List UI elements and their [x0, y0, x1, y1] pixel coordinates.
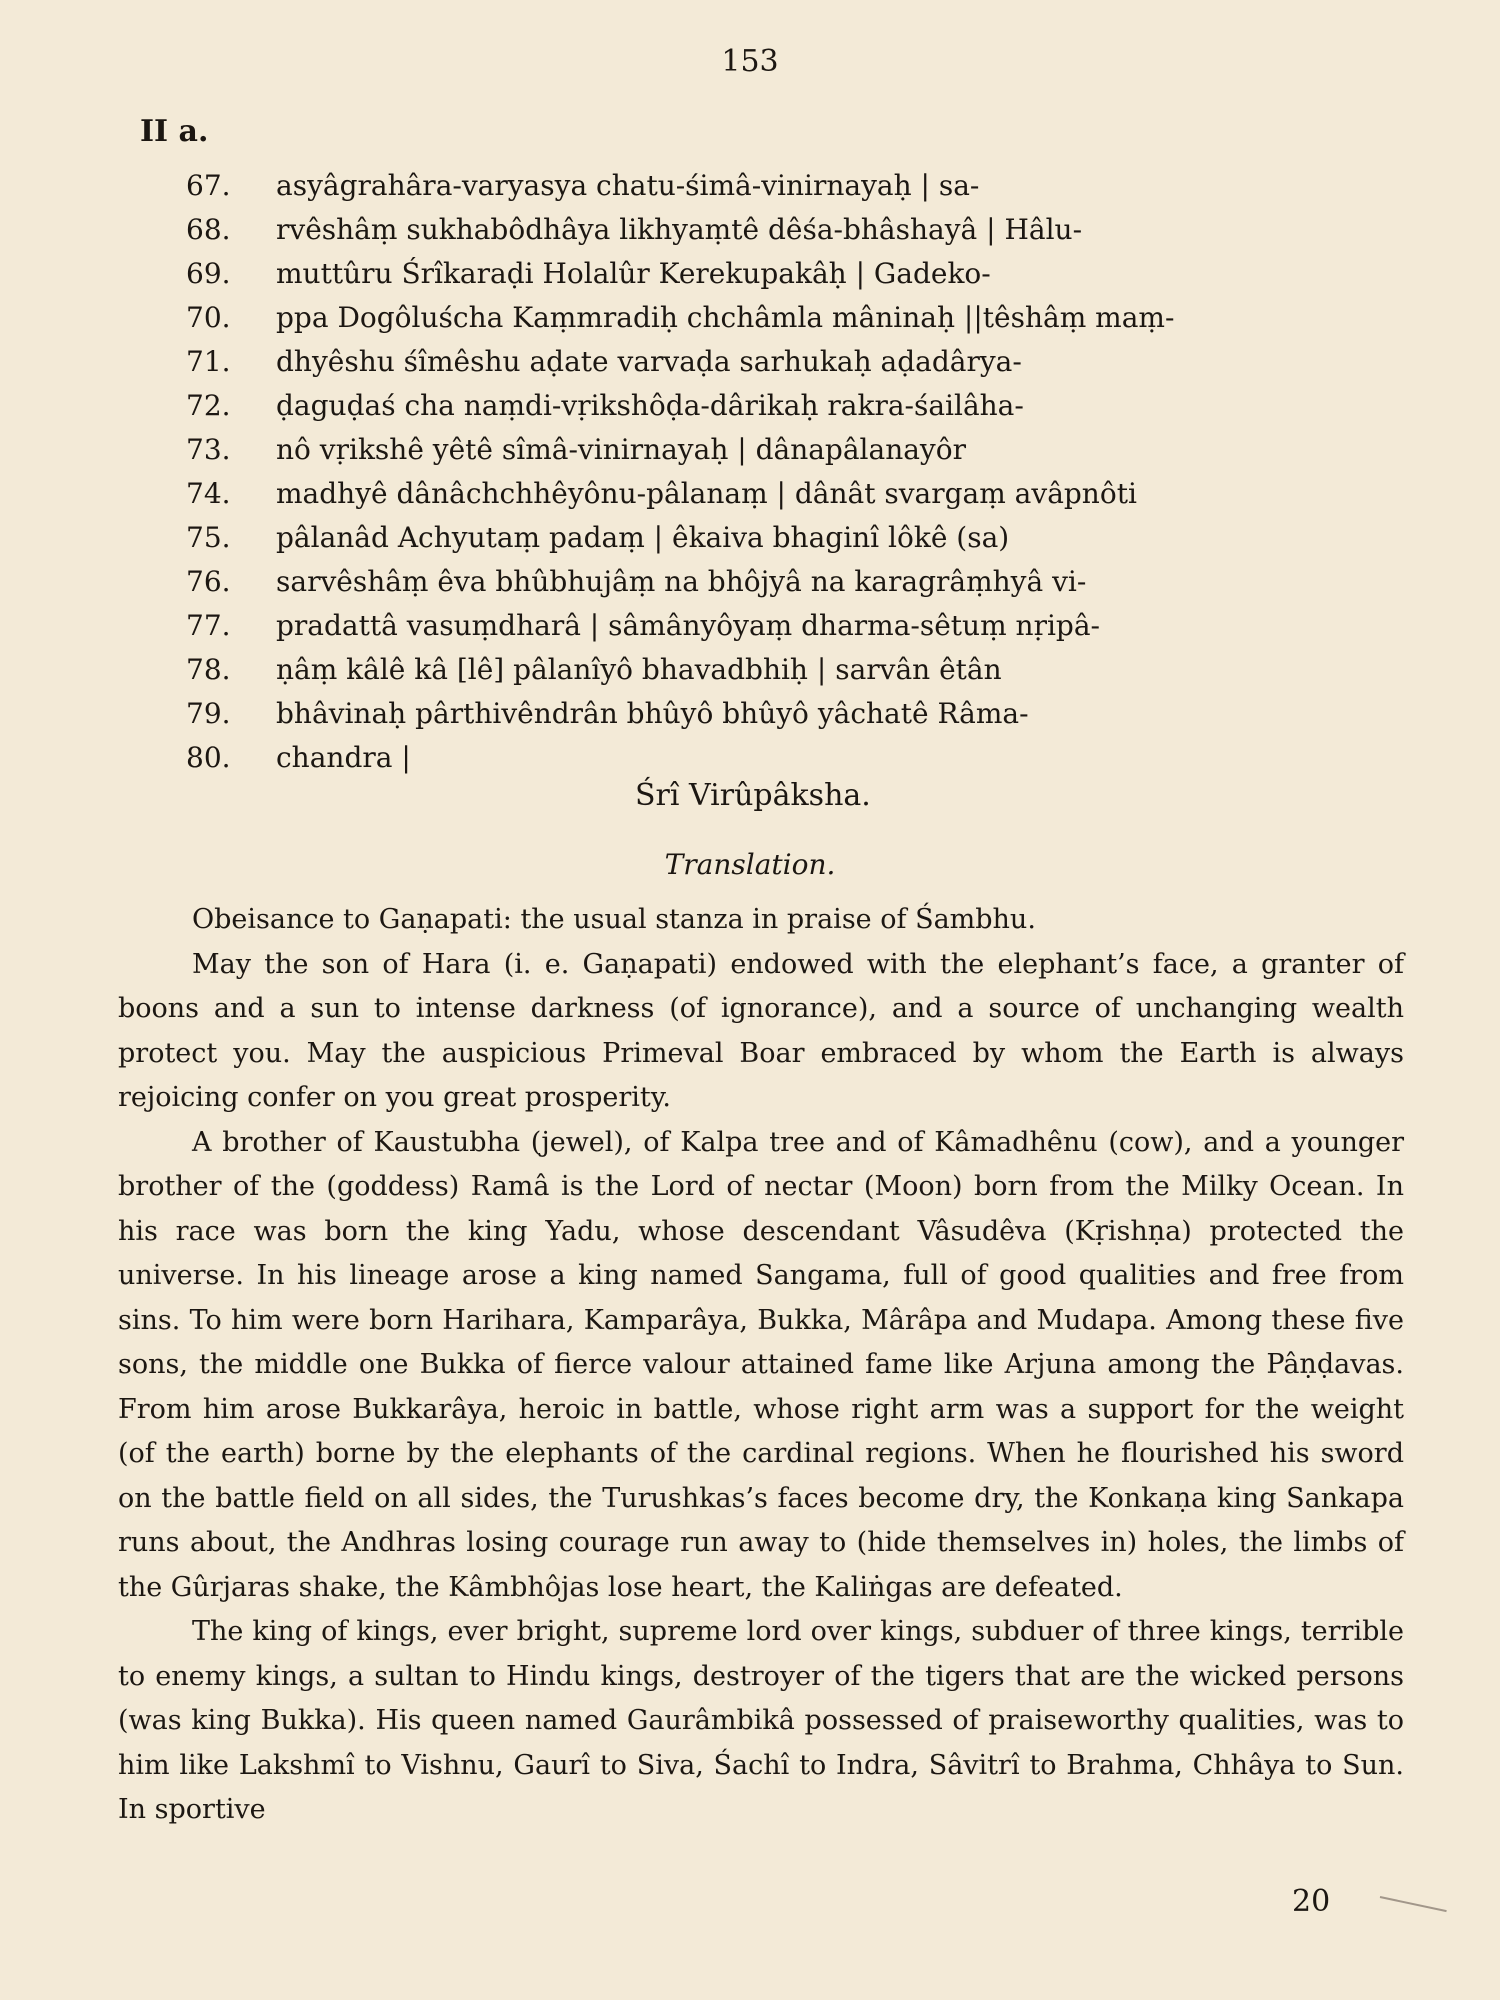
verse-line: [186, 691, 1306, 735]
page-number: 153: [721, 44, 779, 79]
line-text: nô vṛikshê yêtê sîmâ-vinirnayaḥ | dânapâlanayôr: [276, 432, 966, 466]
line-number: 80.: [186, 740, 231, 774]
line-number: 67.: [186, 168, 231, 202]
line-number: 76.: [186, 564, 231, 598]
verse-line: [186, 515, 1306, 559]
verse-line: [186, 339, 1306, 383]
line-text: chandra |: [276, 740, 411, 774]
line-text: sarvêshâṃ êva bhûbhujâṃ na bhôjyâ na karagrâṃhyâ vi-: [276, 564, 1087, 598]
verse-line: [186, 207, 1306, 251]
signature-line: Śrî Virûpâksha.: [635, 778, 871, 813]
verse-line: [186, 295, 1306, 339]
verse-line: [186, 735, 1306, 779]
translation-paragraph: The king of kings, ever bright, supreme lord over kings, subduer of three kings, terrible to enemy kings, a sultan to Hindu kings, destroyer of the tigers that are the wicked persons (was king Bukka). His queen named Gaurâmbikâ possessed of praiseworthy qualities, was to him like Lakshmî to Vishnu, Gaurî to Siva, Śachî to Indra, Sâvitrî to Brahma, Chhâya to Sun. In sportive: [118, 1616, 1404, 1825]
line-number: 78.: [186, 652, 231, 686]
line-text: bhâvinaḥ pârthivêndrân bhûyô bhûyô yâchatê Râma-: [276, 696, 1029, 730]
line-text: madhyê dânâchchhêyônu-pâlanaṃ | dânât svargaṃ avâpnôti: [276, 476, 1137, 510]
line-text: muttûru Śrîkaraḍi Holalûr Kerekupakâḥ | Gadeko-: [276, 256, 991, 290]
line-number: 79.: [186, 696, 231, 730]
translation-paragraph: May the son of Hara (i. e. Gaṇapati) endowed with the elephant’s face, a granter of boons and a sun to intense darkness (of ignorance), and a source of unchanging wealth protect you. May the auspicious Primeval Boar embraced by whom the Earth is always rejoicing confer on you great prosperity.: [118, 948, 1404, 1113]
verse-block: [186, 163, 1306, 779]
verse-line: [186, 603, 1306, 647]
line-number: 72.: [186, 388, 231, 422]
verse-line: [186, 471, 1306, 515]
line-text: ppa Dogôluścha Kaṃmradiḥ chchâmla mâninaḥ ||têshâṃ maṃ-: [276, 300, 1175, 334]
line-number: 71.: [186, 344, 231, 378]
line-number: 73.: [186, 432, 231, 466]
line-text: dhyêshu śîmêshu aḍate varvaḍa sarhukaḥ aḍadârya-: [276, 344, 1022, 378]
section-label: II a.: [140, 114, 209, 149]
line-number: 77.: [186, 608, 231, 642]
footer-mark: 20: [1292, 1884, 1331, 1919]
translation-paragraph: A brother of Kaustubha (jewel), of Kalpa tree and of Kâmadhênu (cow), and a younger brother of the (goddess) Ramâ is the Lord of nectar (Moon) born from the Milky Ocean. In his race was born the king Yadu, whose descendant Vâsudêva (Kṛishṇa) protected the universe. In his lineage arose a king named Sangama, full of good qualities and free from sins. To him were born Harihara, Kamparâya, Bukka, Mârâpa and Mudapa. Among these five sons, the middle one Bukka of fierce valour attained fame like Arjuna among the Pâṇḍavas. From him arose Bukkarâya, heroic in battle, whose right arm was a support for the weight (of the earth) borne by the elephants of the cardinal regions. When he flourished his sword on the battle field on all sides, the Turushkas’s faces become dry, the Konkaṇa king Sankapa runs about, the Andhras losing courage run away to (hide themselves in) holes, the limbs of the Gûrjaras shake, the Kâmbhôjas lose heart, the Kaliṅgas are defeated.: [118, 1126, 1404, 1603]
line-text: rvêshâṃ sukhabôdhâya likhyaṃtê dêśa-bhâshayâ | Hâlu-: [276, 212, 1083, 246]
verse-line: [186, 383, 1306, 427]
line-number: 68.: [186, 212, 231, 246]
translation-body: [118, 898, 1404, 1833]
line-text: ḍaguḍaś cha naṃdi-vṛikshôḍa-dârikaḥ rakra-śailâha-: [276, 388, 1024, 422]
translation-paragraph: Obeisance to Gaṇapati: the usual stanza in praise of Śambhu.: [192, 904, 1036, 935]
line-number: 69.: [186, 256, 231, 290]
line-text: asyâgrahâra-varyasya chatu-śimâ-vinirnayaḥ | sa-: [276, 168, 980, 202]
verse-line: [186, 427, 1306, 471]
verse-line: [186, 251, 1306, 295]
verse-line: [186, 559, 1306, 603]
footer-dash: [1380, 1896, 1447, 1912]
line-text: pâlanâd Achyutaṃ padaṃ | êkaiva bhaginî lôkê (sa): [276, 520, 1010, 554]
line-text: ṇâṃ kâlê kâ [lê] pâlanîyô bhavadbhiḥ | sarvân êtân: [276, 652, 1002, 686]
line-number: 74.: [186, 476, 231, 510]
line-number: 70.: [186, 300, 231, 334]
line-text: pradattâ vasuṃdharâ | sâmânyôyaṃ dharma-sêtuṃ nṛipâ-: [276, 608, 1100, 642]
verse-line: [186, 647, 1306, 691]
translation-heading: Translation.: [664, 848, 836, 881]
verse-line: [186, 163, 1306, 207]
line-number: 75.: [186, 520, 231, 554]
